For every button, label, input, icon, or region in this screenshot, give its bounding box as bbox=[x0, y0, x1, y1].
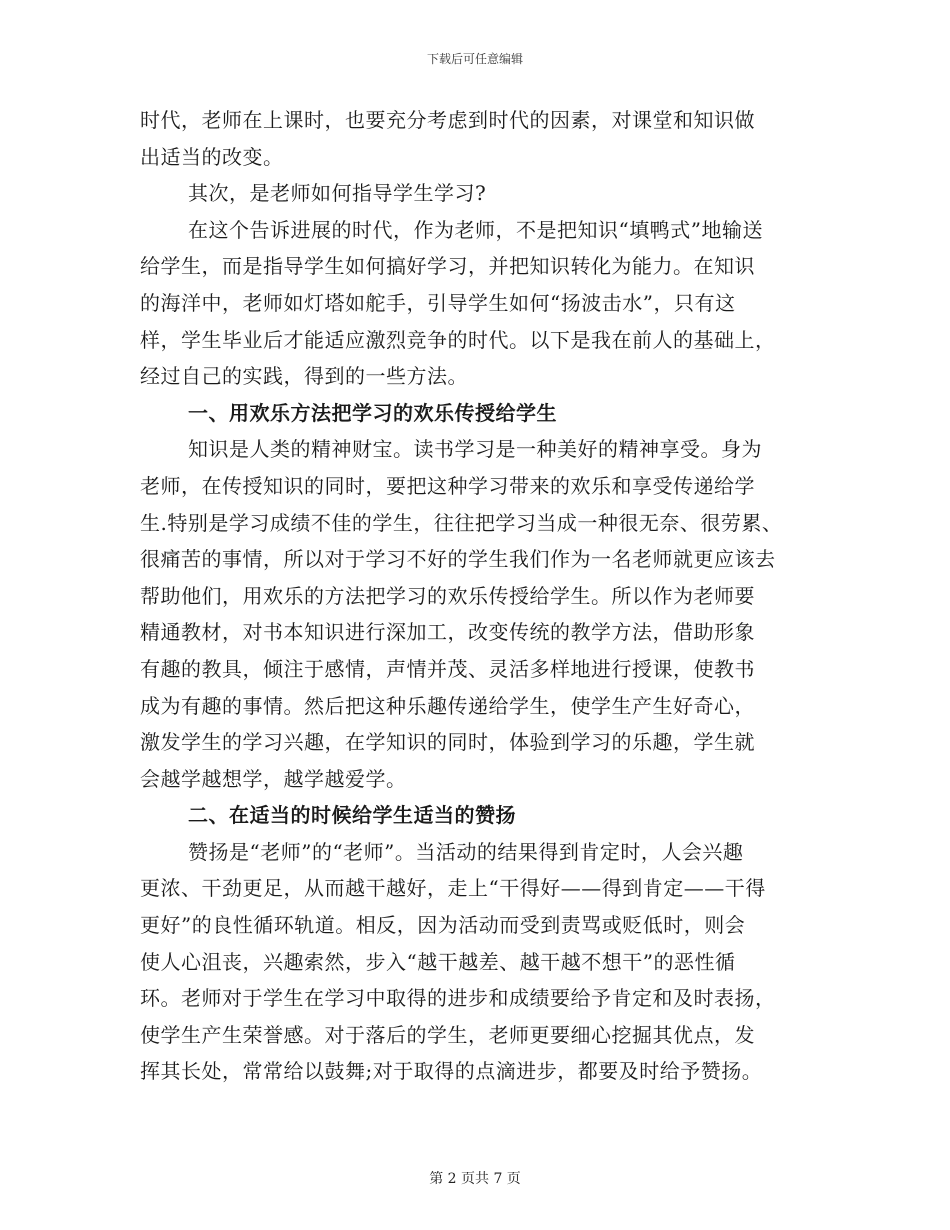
text-line: 老师，在传授知识的同时，要把这种学习带来的欢乐和享受传递给学 bbox=[140, 473, 755, 498]
section-heading-2: 二、在适当的时候给学生适当的赞扬 bbox=[188, 803, 516, 828]
text-line: 样，学生毕业后才能适应激烈竞争的时代。以下是我在前人的基础上， bbox=[140, 327, 776, 352]
text-line: 激发学生的学习兴趣，在学知识的同时，体验到学习的乐趣，学生就 bbox=[140, 730, 755, 755]
text-line: 知识是人类的精神财宝。读书学习是一种美好的精神享受。身为 bbox=[188, 437, 762, 462]
document-body bbox=[140, 102, 820, 1090]
text-line: 时代，老师在上课时，也要充分考虑到时代的因素，对课堂和知识做 bbox=[140, 108, 755, 132]
text-line: 赞扬是“老师”的“老师”。当活动的结果得到肯定时，人会兴趣 bbox=[188, 839, 744, 864]
text-line: 经过自己的实践，得到的一些方法。 bbox=[140, 364, 468, 389]
text-line: 会越学越想学，越学越爱学。 bbox=[140, 766, 407, 791]
text-line: 更好”的良性循环轨道。相反，因为活动而受到责骂或贬低时，则会 bbox=[140, 913, 746, 938]
text-line: 更浓、干劲更足，从而越干越好，走上“干得好——得到肯定——干得 bbox=[140, 876, 766, 901]
text-line: 环。老师对于学生在学习中取得的进步和成绩要给予肯定和及时表扬， bbox=[140, 986, 776, 1011]
text-line: 生.特别是学习成绩不佳的学生，往往把学习当成一种很无奈、很劳累、 bbox=[140, 510, 783, 535]
text-line: 成为有趣的事情。然后把这种乐趣传递给学生，使学生产生好奇心， bbox=[140, 693, 755, 718]
text-line: 出适当的改变。 bbox=[140, 144, 284, 169]
section-heading-1: 一、用欢乐方法把学习的欢乐传授给学生 bbox=[188, 400, 557, 425]
text-line: 很痛苦的事情，所以对于学习不好的学生我们作为一名老师就更应该去 bbox=[140, 547, 776, 572]
text-line: 有趣的教具，倾注于感情，声情并茂、灵活多样地进行授课，使教书 bbox=[140, 656, 755, 681]
text-line: 使学生产生荣誉感。对于落后的学生，老师更要细心挖掘其优点，发 bbox=[140, 1022, 755, 1047]
page-number: 第 2 页共 7 页 bbox=[429, 1171, 521, 1187]
text-line: 的海洋中，老师如灯塔如舵手，引导学生如何“扬波击水”，只有这 bbox=[140, 290, 736, 315]
text-line: 其次，是老师如何指导学生学习? bbox=[188, 181, 487, 206]
text-line: 使人心沮丧，兴趣索然，步入“越干越差、越干越不想干”的恶性循 bbox=[140, 949, 736, 974]
text-line: 挥其长处，常常给以鼓舞;对于取得的点滴进步，都要及时给予赞扬。 bbox=[140, 1059, 763, 1084]
text-line: 在这个告诉进展的时代，作为老师，不是把知识“填鸭式”地输送 bbox=[188, 217, 763, 242]
text-line: 给学生，而是指导学生如何搞好学习，并把知识转化为能力。在知识 bbox=[140, 254, 755, 279]
page-header: 下载后可任意编辑 bbox=[426, 52, 523, 66]
text-line: 帮助他们，用欢乐的方法把学习的欢乐传授给学生。所以作为老师要 bbox=[140, 583, 755, 608]
text-line: 精通教材，对书本知识进行深加工，改变传统的教学方法，借助形象 bbox=[140, 620, 755, 645]
